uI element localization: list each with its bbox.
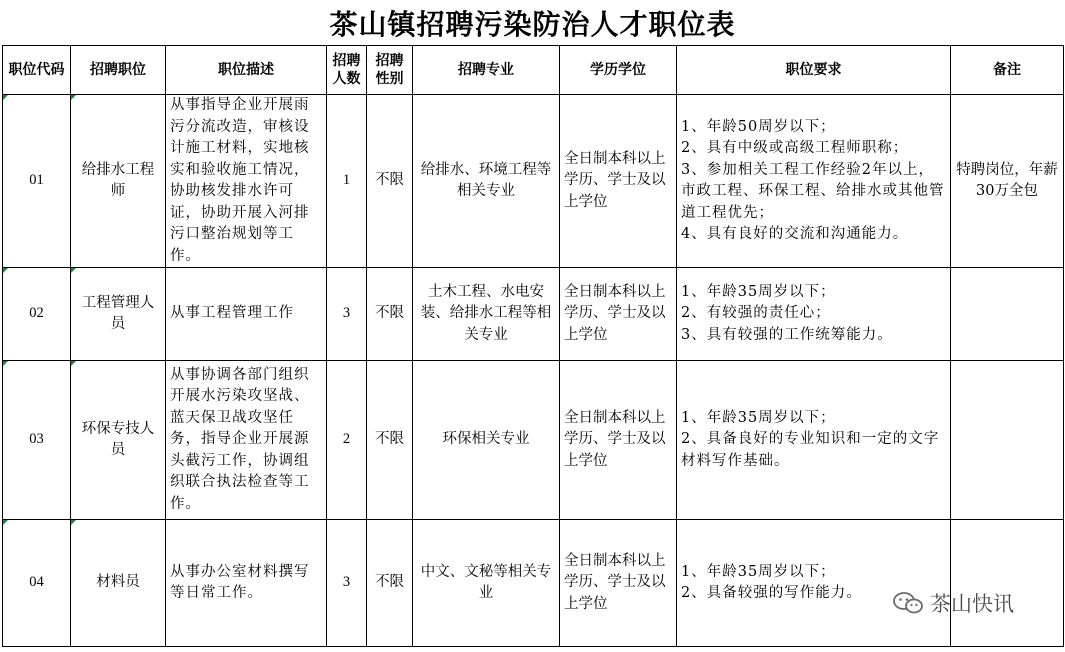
row-requirements xyxy=(677,268,951,361)
header-gender-line2: 性别 xyxy=(375,71,404,87)
header-remarks: 备注 xyxy=(951,46,1064,95)
requirement-line: 2、具有中级或高级工程师职称； xyxy=(681,140,909,156)
row-position-text: 材料员 xyxy=(96,574,140,591)
row-requirements xyxy=(677,361,951,520)
row-code: 01 xyxy=(29,172,44,189)
row-gender: 不限 xyxy=(367,361,413,520)
row-remarks xyxy=(951,520,1064,647)
header-gender-line1: 招聘 xyxy=(375,53,404,69)
row-count: 2 xyxy=(327,361,367,520)
row-education: 全日制本科以上学历、学士及以上学位 xyxy=(560,520,677,647)
row-education: 全日制本科以上学历、学士及以上学位 xyxy=(560,268,677,361)
row-major: 土木工程、水电安装、给排水工程等相关专业 xyxy=(413,268,560,361)
header-count xyxy=(327,46,367,95)
cell-marker xyxy=(3,361,8,366)
requirement-line: 3、参加相关工程工作经验2年以上，市政工程、环保工程、给排水或其他管道工程优先； xyxy=(681,161,945,221)
watermark xyxy=(892,588,1014,618)
header-position: 招聘职位 xyxy=(71,46,166,95)
header-code: 职位代码 xyxy=(3,46,71,95)
requirement-line: 2、具备较强的写作能力。 xyxy=(681,585,862,601)
requirement-line: 4、具有良好的交流和沟通能力。 xyxy=(681,226,909,242)
row-description: 从事办公室材料撰写等日常工作。 xyxy=(166,520,327,647)
row-code: 04 xyxy=(29,574,44,591)
wechat-icon xyxy=(892,591,924,615)
cell-marker xyxy=(3,520,8,525)
row-gender: 不限 xyxy=(367,95,413,268)
row-position xyxy=(71,520,166,647)
row-major: 中文、文秘等相关专业 xyxy=(413,520,560,647)
row-gender: 不限 xyxy=(367,520,413,647)
row-remarks xyxy=(951,361,1064,520)
header-gender xyxy=(367,46,413,95)
row-code: 02 xyxy=(29,305,44,322)
row-description: 从事指导企业开展雨污分流改造，审核设计施工材料，实地核实和验收施工情况，协助核发排水许可证，协助开展入河排污口整治规划等工作。 xyxy=(166,95,327,268)
table-row xyxy=(3,95,1064,268)
table-header-row xyxy=(3,46,1064,95)
cell-marker xyxy=(71,520,76,525)
row-count: 3 xyxy=(327,520,367,647)
row-position-text: 环保专技人员 xyxy=(81,420,155,458)
cell-marker xyxy=(71,268,76,273)
table-row xyxy=(3,268,1064,361)
row-requirements xyxy=(677,520,951,647)
requirement-line: 2、有较强的责任心； xyxy=(681,305,831,322)
header-education: 学历学位 xyxy=(560,46,677,95)
row-position xyxy=(71,361,166,520)
cell-marker xyxy=(71,95,76,100)
requirement-line: 1、年龄50周岁以下； xyxy=(681,118,836,135)
watermark-text: 茶山快讯 xyxy=(930,592,1014,616)
row-code: 03 xyxy=(29,431,44,448)
row-code-cell xyxy=(3,361,71,520)
header-requirements: 职位要求 xyxy=(677,46,951,95)
table-row xyxy=(3,520,1064,647)
row-remarks xyxy=(951,268,1064,361)
header-major: 招聘专业 xyxy=(413,46,560,95)
cell-marker xyxy=(71,361,76,366)
row-position-text: 给排水工程师 xyxy=(81,161,155,199)
row-position-text: 工程管理人员 xyxy=(81,294,155,332)
row-major: 给排水、环境工程等相关专业 xyxy=(413,95,560,268)
requirement-line: 1、年龄35周岁以下； xyxy=(681,563,836,580)
cell-marker xyxy=(3,95,8,100)
row-education: 全日制本科以上学历、学士及以上学位 xyxy=(560,361,677,520)
row-remarks: 特聘岗位，年薪30万全包 xyxy=(951,95,1064,268)
header-count-line2: 人数 xyxy=(332,71,361,87)
row-description: 从事工程管理工作 xyxy=(166,268,327,361)
requirement-line: 3、具有较强的工作统筹能力。 xyxy=(681,326,893,343)
row-position xyxy=(71,268,166,361)
cell-marker xyxy=(3,268,8,273)
requirement-line: 1、年龄35周岁以下； xyxy=(681,409,836,426)
page-title: 茶山镇招聘污染防治人才职位表 xyxy=(329,7,736,41)
requirement-line: 2、具备良好的专业知识和一定的文字材料写作基础。 xyxy=(681,431,940,469)
header-count-line1: 招聘 xyxy=(332,53,361,69)
row-education: 全日制本科以上学历、学士及以上学位 xyxy=(560,95,677,268)
row-count: 1 xyxy=(327,95,367,268)
row-code-cell xyxy=(3,520,71,647)
row-count: 3 xyxy=(327,268,367,361)
row-code-cell xyxy=(3,95,71,268)
header-description: 职位描述 xyxy=(166,46,327,95)
table-row xyxy=(3,361,1064,520)
row-major: 环保相关专业 xyxy=(413,361,560,520)
row-gender: 不限 xyxy=(367,268,413,361)
row-requirements xyxy=(677,95,951,268)
jobs-table xyxy=(2,45,1064,647)
row-code-cell xyxy=(3,268,71,361)
row-position xyxy=(71,95,166,268)
requirement-line: 1、年龄35周岁以下； xyxy=(681,283,836,300)
row-description: 从事协调各部门组织开展水污染攻坚战、蓝天保卫战攻坚任务，指导企业开展源头截污工作，协调组织联合执法检查等工作。 xyxy=(166,361,327,520)
